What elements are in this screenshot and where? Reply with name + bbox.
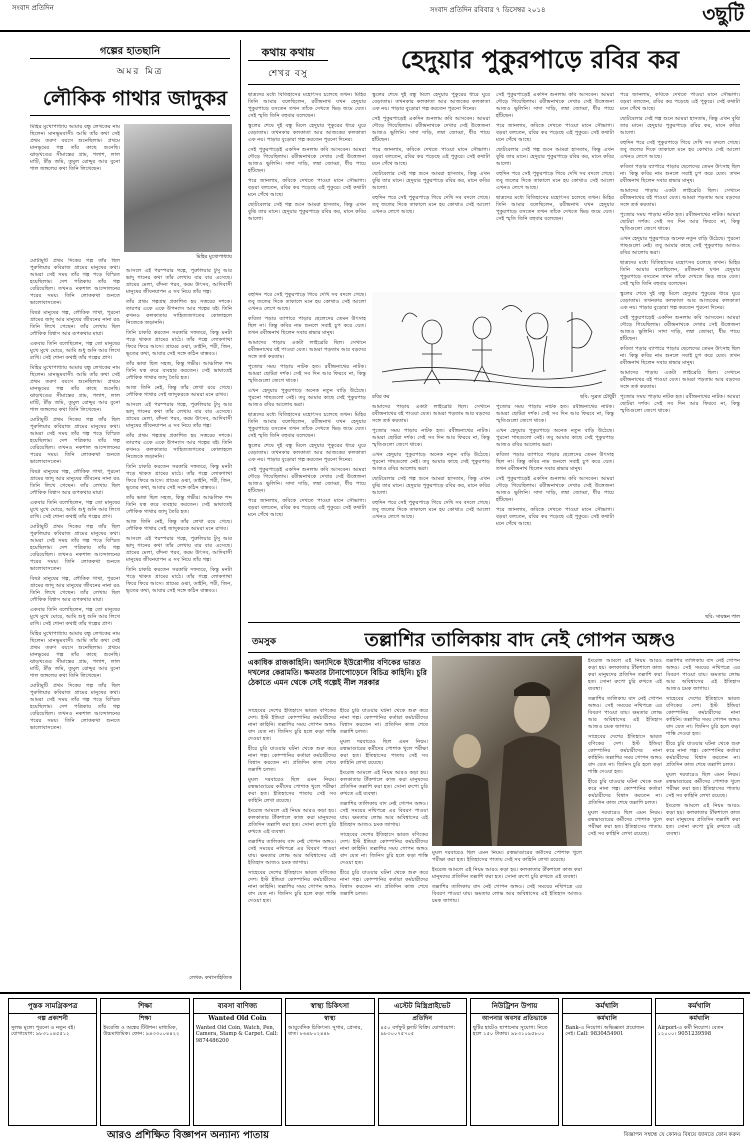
photo-caption: মিহির মুখোপাধ্যায় [196,254,232,260]
right-paragraph: সেই পুকুরপাড়েই একদিন শুনলাম কবি আসবেন। আমরা দৌড়ে গিয়েছিলাম। রবীন্দ্রনাথকে দেখার সেই উত্তেজনা আজও ভুলিনি। সাদা দাড়ি, লম্বা জোব্বা, ধীর পায়ে হাঁটছেন। [620,315,740,342]
left-paragraph: মোটামুটি প্রথম দিকের গল্প তাঁর ছিল পুরুলিয়ার কবিরাজ গ্রামের মানুষের কথা। আমরা সেই সময় তাঁর গল্প পড়ে বিস্মিত হয়েছিলাম। দেশ পত্রিকায় তাঁর গল্প বেরিয়েছিল। তখনও নকশাল আন্দোলনের পরের সময়। তিনি লোককথা শুনতে ভালোবাসতেন। [30,417,120,465]
bottom-paragraph: তল্লাশির তালিকায় বাদ নেই গোপন অঙ্গও। সেই সময়ের নথিপত্রে এর বিবরণ পাওয়া যায়। ক্ষমতার লোভ আর অবিশ্বাসের এই ইতিহাস আজও চমক জাগায়। [666,658,740,692]
left-paragraph: বিষণ্ণ মানুষের গল্প, লৌকিক গাথা, পুরনো গ্রামের জাদু আর মানুষের জীবনের নানা রঙ তিনি লিখে গেছেন। তাঁর লেখায় ছিল লৌকিক বিশ্বাস আর রূপকথার মায়া। [30,469,120,496]
classified-heading: পুস্তক সামগ্রিকপত্র [9,999,96,1014]
classified-ad [286,1014,373,1040]
left-paragraph: তিনি চাকরি করতেন সরকারি দফতরে, কিন্তু মনটা পড়ে থাকত গ্রামের মাঠে। তাঁর গল্পে লোকগাথা ফিরে ফিরে আসে। গ্রামের ওঝা, ডাইনি, পরী, জিন, ভূতের কথা, আবার সেই সঙ্গে কঠিন বাস্তবও। [126,464,232,491]
right-paragraph: ছোটবেলার সেই গল্প শুনে আমরা হাসতাম, কিন্তু এখন বুঝি তার মানে। হেদুয়ার পুকুরপাড়ে রবির কর, মানে কবির আলো। [248,202,366,222]
header-rule [0,30,750,32]
left-paragraph: আসলে এই পরম্পরার গল্পে, পুরুলিয়ার টুসু আর ভাদু গানের কথা তাঁর লেখায় বার বার এসেছে। গ্রামের মেলা, বাঁদনা পরব, করম উৎসব, আদিবাসী মানুষের জীবনযাপন এ সব নিয়ে তাঁর গল্প। [126,268,232,295]
left-paragraph: আজ তিনি নেই, কিন্তু তাঁর লেখা রয়ে গেছে। লৌকিক গাথার সেই জাদুকরকে আমরা মনে রাখব। [126,519,232,532]
classified-heading: ব্যবসা বাণিজ্য [194,999,281,1014]
classified-ad-text: আয়ুর্বেদিক চিকিৎসা। সুগার, প্রেসার, বাত। ৮৬৪৮০২৪৪৮ [288,1024,363,1038]
classified-ad-title: স্বাস্থ্য [324,1015,336,1022]
right-paragraph: আমাদের পাড়ায় একটা লাইব্রেরি ছিল। সেখানে রবীন্দ্রনাথের বই পাওয়া যেত। আমরা পড়তাম আর বড়দের সঙ্গে তর্ক করতাম। [620,370,740,390]
classified-ad [379,1014,466,1040]
right-signoff: ছবি: সায়ন্তন পাল [705,614,740,620]
classified-ad-title: প্রতিদিন [412,1015,433,1022]
right-paragraph: ছাত্রদের মধ্যে বিতিহাসের মহোৎসব চলেছে তখন। মিহির তিনি আমার বলেছিলেন, রবীন্দ্রনাথ যখন হেদুয়ার পুকুরপাড়ে বসতেন তখন তাঁকে দেখতে ভিড় জমে যেত। সেই স্মৃতি তিনি বহুবার বলেছেন। [248,412,366,439]
classified-ad-text: Wanted Old Coin, Watch, Pen, Camera, Stamp & Carpet. Call: 9874486200 [195,1024,279,1044]
sketch-drawing [372,292,616,392]
bottom-paragraph: ইংরেজ আমলে এই নিয়ম আরও কড়া হয়। কলকাতার টাঁকশালে কাজ করা মানুষদের প্রতিদিন তল্লাশি করা হত। সোনা রুপো চুরি রুখতে এই ব্যবস্থা। [666,803,740,837]
right-paragraph: ছোটবেলার সেই গল্প শুনে আমরা হাসতাম, কিন্তু এখন বুঝি তার মানে। হেদুয়ার পুকুরপাড়ে রবির কর, মানে কবির আলো। [496,147,614,167]
page-label: ৩ছুটি [702,2,744,26]
classified-column [193,998,282,1126]
left-byline: লেখক: কথাসাহিত্যিক [189,975,232,981]
right-paragraph: সেই পুকুরপাড়েই একদিন শুনলাম কবি আসবেন। আমরা দৌড়ে গিয়েছিলাম। রবীন্দ্রনাথকে দেখার সেই উত্তেজনা আজও ভুলিনি। সাদা দাড়ি, লম্বা জোব্বা, ধীর পায়ে হাঁটছেন। [248,467,366,494]
left-paragraph: একবার তিনি বলেছিলেন, গল্প তো মানুষের মুখে মুখে ঘোরে, আমি শুধু শুনি আর লিখে রাখি। সেই শোনা কথাই তাঁর গল্পের প্রাণ। [30,500,120,520]
bottom-lead [248,658,428,704]
right-paragraph: স্কুলের শেষে দুই বন্ধু মিলে হেদুয়ার পুকুরের ধারে ঘুরে বেড়াতাম। তখনকার কলকাতা আর আজকের কলকাতা এক নয়। পাড়ার বুড়োরা গল্প করতেন পুরনো দিনের। [372,92,490,112]
classified-heading: শিক্ষা [101,999,188,1014]
classifieds-footer: আরও প্রশিক্ষিত বিজ্ঞাপন অন্যান্য পাতায় [106,1130,270,1141]
left-paragraph: মোটামুটি প্রথম দিকের গল্প তাঁর ছিল পুরুলিয়ার কবিরাজ গ্রামের মানুষের কথা। আমরা সেই সময় তাঁর গল্প পড়ে বিস্মিত হয়েছিলাম। দেশ পত্রিকায় তাঁর গল্প বেরিয়েছিল। তখনও নকশাল আন্দোলনের পরের সময়। তিনি লোককথা শুনতে ভালোবাসতেন। [30,258,120,306]
right-paragraph: এখন হেদুয়ার পুকুরপাড়ে অনেক নতুন বাড়ি উঠেছে। পুরনো গাছগুলো নেই। তবু আমার কাছে সেই পুকুরপাড় আজও রবির আলোয় ভরা। [620,236,740,256]
bottom-paragraph: সাহেবের দেশের ইতিহাসে ভারত বণিকের দেশ। ইস্ট ইন্ডিয়া কোম্পানির কর্মচারীদের নানা কাহিনি। তল্লাশির সময় গোপন অঙ্গও বাদ যেত না। জিনিস চুরি হলে কড়া শাস্তি দেওয়া হত। [248,708,336,742]
right-paragraph: সেই পুকুরপাড়েই একদিন শুনলাম কবি আসবেন। আমরা দৌড়ে গিয়েছিলাম। রবীন্দ্রনাথকে দেখার সেই উত্তেজনা আজও ভুলিনি। সাদা দাড়ি, লম্বা জোব্বা, ধীর পায়ে হাঁটছেন। [372,116,490,143]
right-lower-col2 [372,404,490,612]
sketch-credit: ছবি: সুব্রত চৌধুরী [580,394,616,400]
left-paragraph: মোটামুটি প্রথম দিকের গল্প তাঁর ছিল পুরুলিয়ার কবিরাজ গ্রামের মানুষের কথা। আমরা সেই সময় তাঁর গল্প পড়ে বিস্মিত হয়েছিলাম। দেশ পত্রিকায় তাঁর গল্প বেরিয়েছিল। তখনও নকশাল আন্দোলনের পরের সময়। তিনি লোককথা শুনতে ভালোবাসতেন। [30,683,120,731]
left-paragraph: তাঁর ভাষা ছিল সহজ, কিন্তু গভীর। আঞ্চলিক শব্দ তিনি যত্ন করে ব্যবহার করতেন। সেই ভাষাতেই লৌকিক গাথার জাদু তৈরি হত। [126,361,232,381]
classified-column [285,998,374,1126]
left-paragraph: তাঁর প্রথম গল্পগ্রন্থ প্রকাশিত হয় সত্তরের দশকে। তারপর একে একে উপন্যাস আর গল্পের বই। তিনি কখনও কলকাতার সাহিত্যজগতের কোলাহলে নিজেকে জড়াননি। [126,299,232,326]
right-paragraph: ছাত্রদের মধ্যে বিতিহাসের মহোৎসব চলেছে তখন। মিহির তিনি আমার বলেছিলেন, রবীন্দ্রনাথ যখন হেদুয়ার পুকুরপাড়ে বসতেন তখন তাঁকে দেখতে ভিড় জমে যেত। সেই স্মৃতি তিনি বহুবার বলেছেন। [620,260,740,287]
right-paragraph: এখন হেদুয়ার পুকুরপাড়ে অনেক নতুন বাড়ি উঠেছে। পুরনো গাছগুলো নেই। তবু আমার কাছে সেই পুকুরপাড় আজও রবির আলোয় ভরা। [372,452,490,472]
classified-ad-title: কর্মখালি [689,1015,710,1022]
right-paragraph: স্কুলের শেষে দুই বন্ধু মিলে হেদুয়ার পুকুরের ধারে ঘুরে বেড়াতাম। তখনকার কলকাতা আর আজকের কলকাতা এক নয়। পাড়ার বুড়োরা গল্প করতেন পুরনো দিনের। [248,443,366,463]
classifieds-rule [0,992,750,994]
right-paragraph: কবিতা পড়ার ব্যাপারে পাড়ার ছেলেদের তেমন উৎসাহ ছিল না। কিন্তু কবির নাম শুনলে সবাই চুপ করে যেত। তখন রবীন্দ্রনাথ ছিলেন সবার শ্রদ্ধার মানুষ। [620,164,740,184]
classified-ad [656,1014,743,1040]
right-paragraph: পরে জানলাম, কবিকে দেখতে পাওয়া মানে সৌভাগ্য। বড়রা বলতেন, রবির কর পড়েছে এই পুকুরে। সেই কথাটা মনে গেঁথে আছে। [496,507,614,527]
bottom-paragraph: ইংরেজ আমলে এই নিয়ম আরও কড়া হয়। কলকাতার টাঁকশালে কাজ করা মানুষদের প্রতিদিন তল্লাশি করা হত। সোনা রুপো চুরি রুখতে এই ব্যবস্থা। [248,808,336,835]
classified-ad-text: Airport-এ কর্মী নিয়োগ। বেতন ১২০০০। 9051239598 [657,1024,724,1038]
classified-column [562,998,651,1126]
historical-portrait [432,656,582,846]
bottom-paragraph: তল্লাশির তালিকায় বাদ নেই গোপন অঙ্গও। সেই সময়ের নথিপত্রে এর বিবরণ পাওয়া যায়। ক্ষমতার লোভ আর অবিশ্বাসের এই ইতিহাস আজও চমক জাগায়। [432,884,582,904]
classified-heading: এস্টেট মিস্ত্রিপ্রাইভেট [379,999,466,1014]
right-paragraph: বহুদিন পরে সেই পুকুরপাড়ে গিয়ে দেখি সব বদলে গেছে। তবু জলের দিকে তাকালে মনে হয় কোথাও সেই আলো এখনও লেগে আছে। [248,292,366,312]
right-author: শেখর বসু [268,69,308,79]
right-lower-col1 [248,292,366,612]
bottom-paragraph: ইংরেজ আমলে এই নিয়ম আরও কড়া হয়। কলকাতার টাঁকশালে কাজ করা মানুষদের প্রতিদিন তল্লাশি করা হত। সোনা রুপো চুরি রুখতে এই ব্যবস্থা। [588,658,662,692]
classified-heading: নিউট্রিশন উপায় [471,999,558,1014]
left-paragraph: আসলে এই পরম্পরার গল্পে, পুরুলিয়ার টুসু আর ভাদু গানের কথা তাঁর লেখায় বার বার এসেছে। গ্রামের মেলা, বাঁদনা পরব, করম উৎসব, আদিবাসী মানুষের জীবনযাপন এ সব নিয়ে তাঁর গল্প। [126,402,232,429]
left-title: লৌকিক গাথার জাদুকর [42,86,228,110]
bottom-col5 [666,658,740,986]
right-paragraph: ছোটবেলার সেই গল্প শুনে আমরা হাসতাম, কিন্তু এখন বুঝি তার মানে। হেদুয়ার পুকুরপাড়ে রবির কর, মানে কবির আলো। [620,116,740,136]
classified-ad [471,1014,558,1040]
classified-column [378,998,467,1126]
bottom-title-rule [248,652,740,653]
bottom-section-rule [248,622,740,623]
right-paragraph: পরে জানলাম, কবিকে দেখতে পাওয়া মানে সৌভাগ্য। বড়রা বলতেন, রবির কর পড়েছে এই পুকুরে। সেই কথাটা মনে গেঁথে আছে। [248,498,366,518]
right-paragraph: বহুদিন পরে সেই পুকুরপাড়ে গিয়ে দেখি সব বদলে গেছে। তবু জলের দিকে তাকালে মনে হয় কোথাও সেই আলো এখনও লেগে আছে। [372,195,490,215]
right-kicker: কথায় কথায় [261,46,315,59]
right-paragraph: ছোটবেলার সেই গল্প শুনে আমরা হাসতাম, কিন্তু এখন বুঝি তার মানে। হেদুয়ার পুকুরপাড়ে রবির কর, মানে কবির আলো। [372,476,490,496]
classified-ad-title: কর্মখালি [596,1015,617,1022]
right-paragraph: ছাত্রদের মধ্যে বিতিহাসের মহোৎসব চলেছে তখন। মিহির তিনি আমার বলেছিলেন, রবীন্দ্রনাথ যখন হেদুয়ার পুকুরপাড়ে বসতেন তখন তাঁকে দেখতে ভিড় জমে যেত। সেই স্মৃতি তিনি বহুবার বলেছেন। [496,195,614,222]
left-paragraph: মোটামুটি প্রথম দিকের গল্প তাঁর ছিল পুরুলিয়ার কবিরাজ গ্রামের মানুষের কথা। আমরা সেই সময় তাঁর গল্প পড়ে বিস্মিত হয়েছিলাম। দেশ পত্রিকায় তাঁর গল্প বেরিয়েছিল। তখনও নকশাল আন্দোলনের পরের সময়। তিনি লোককথা শুনতে ভালোবাসতেন। [30,524,120,572]
right-paragraph: সেই পুকুরপাড়েই একদিন শুনলাম কবি আসবেন। আমরা দৌড়ে গিয়েছিলাম। রবীন্দ্রনাথকে দেখার সেই উত্তেজনা আজও ভুলিনি। সাদা দাড়ি, লম্বা জোব্বা, ধীর পায়ে হাঁটছেন। [496,92,614,119]
classifieds-footer-right: বিজ্ঞাপন সম্বন্ধে যে কোনও বিষয়ে জানতে ফোন করুন [623,1132,740,1138]
classifieds-section [8,998,744,1126]
right-paragraph: কবিতা পড়ার ব্যাপারে পাড়ার ছেলেদের তেমন উৎসাহ ছিল না। কিন্তু কবির নাম শুনলে সবাই চুপ করে যেত। তখন রবীন্দ্রনাথ ছিলেন সবার শ্রদ্ধার মানুষ। [248,316,366,336]
classified-ad-title: আপনার অবসর প্রতিভাকে [481,1015,548,1022]
bottom-paragraph: মুঘল দরবারেও ছিল এমন নিয়ম। রত্নভাণ্ডারের কর্মীদের পোশাক খুলে পরীক্ষা করা হত। ইতিহাসের পাতায় সেই সব কাহিনি লেখা রয়েছে। [588,810,662,837]
right-paragraph: পুজোর সময় পাড়ায় নাটক হত। রবীন্দ্রনাথের নাটক। আমরা ছোটরা দর্শক। সেই সব দিন আর ফিরবে না, কিন্তু স্মৃতিগুলো জেগে থাকে। [620,394,740,414]
left-body-col1 [30,258,120,983]
bottom-col1 [248,708,336,986]
classified-ad-title: শিক্ষা [138,1015,152,1022]
right-paragraph: কবিতা পড়ার ব্যাপারে পাড়ার ছেলেদের তেমন উৎসাহ ছিল না। কিন্তু কবির নাম শুনলে সবাই চুপ করে যেত। তখন রবীন্দ্রনাথ ছিলেন সবার শ্রদ্ধার মানুষ। [620,346,740,366]
left-paragraph: তিনি চাকরি করতেন সরকারি দফতরে, কিন্তু মনটা পড়ে থাকত গ্রামের মাঠে। তাঁর গল্পে লোকগাথা ফিরে ফিরে আসে। গ্রামের ওঝা, ডাইনি, পরী, জিন, ভূতের কথা, আবার সেই সঙ্গে কঠিন বাস্তবও। [126,567,232,594]
right-paragraph: পরে জানলাম, কবিকে দেখতে পাওয়া মানে সৌভাগ্য। বড়রা বলতেন, রবির কর পড়েছে এই পুকুরে। সেই কথাটা মনে গেঁথে আছে। [496,123,614,143]
left-body-intro [30,124,120,224]
right-lower-col3 [496,404,614,612]
right-paragraph: আমাদের পাড়ায় একটা লাইব্রেরি ছিল। সেখানে রবীন্দ্রনাথের বই পাওয়া যেত। আমরা পড়তাম আর বড়দের সঙ্গে তর্ক করতাম। [372,404,490,424]
classified-ad-text: Bank-এ নিয়োগ। অভিজ্ঞতা প্রয়োজন নেই। Call: 9830454901 [565,1024,645,1038]
right-paragraph: পুজোর সময় পাড়ায় নাটক হত। রবীন্দ্রনাথের নাটক। আমরা ছোটরা দর্শক। সেই সব দিন আর ফিরবে না, কিন্তু স্মৃতিগুলো জেগে থাকে। [372,428,490,448]
brand-label: সংবাদ প্রতিদিন [12,4,54,12]
bottom-paragraph: ইংরেজ আমলে এই নিয়ম আরও কড়া হয়। কলকাতার টাঁকশালে কাজ করা মানুষদের প্রতিদিন তল্লাশি করা হত। সোনা রুপো চুরি রুখতে এই ব্যবস্থা। [340,770,428,797]
right-paragraph: স্কুলের শেষে দুই বন্ধু মিলে হেদুয়ার পুকুরের ধারে ঘুরে বেড়াতাম। তখনকার কলকাতা আর আজকের কলকাতা এক নয়। পাড়ার বুড়োরা গল্প করতেন পুরনো দিনের। [248,123,366,143]
right-paragraph: কবিতা পড়ার ব্যাপারে পাড়ার ছেলেদের তেমন উৎসাহ ছিল না। কিন্তু কবির নাম শুনলে সবাই চুপ করে যেত। তখন রবীন্দ্রনাথ ছিলেন সবার শ্রদ্ধার মানুষ। [496,452,614,472]
classified-column [470,998,559,1126]
left-author: অমর মিত্র [116,67,164,77]
right-paragraph: বহুদিন পরে সেই পুকুরপাড়ে গিয়ে দেখি সব বদলে গেছে। তবু জলের দিকে তাকালে মনে হয় কোথাও সেই আলো এখনও লেগে আছে। [620,140,740,160]
right-title-rule [248,84,740,85]
author-photo [124,124,232,252]
classified-ad [101,1014,188,1040]
left-paragraph: আসলে এই পরম্পরার গল্পে, পুরুলিয়ার টুসু আর ভাদু গানের কথা তাঁর লেখায় বার বার এসেছে। গ্রামের মেলা, বাঁদনা পরব, করম উৎসব, আদিবাসী মানুষের জীবনযাপন এ সব নিয়ে তাঁর গল্প। [126,536,232,563]
bottom-paragraph: সাহেবের দেশের ইতিহাসে ভারত বণিকের দেশ। ইস্ট ইন্ডিয়া কোম্পানির কর্মচারীদের নানা কাহিনি। তল্লাশির সময় গোপন অঙ্গও বাদ যেত না। জিনিস চুরি হলে কড়া শাস্তি দেওয়া হত। [340,832,428,866]
right-paragraph: ছাত্রদের মধ্যে বিতিহাসের মহোৎসব চলেছে তখন। মিহির তিনি আমার বলেছিলেন, রবীন্দ্রনাথ যখন হেদুয়ার পুকুরপাড়ে বসতেন তখন তাঁকে দেখতে ভিড় জমে যেত। সেই স্মৃতি তিনি বহুবার বলেছেন। [248,92,366,119]
right-paragraph: পুজোর সময় পাড়ায় নাটক হত। রবীন্দ্রনাথের নাটক। আমরা ছোটরা দর্শক। সেই সব দিন আর ফিরবে না, কিন্তু স্মৃতিগুলো জেগে থাকে। [620,212,740,232]
classified-ad-text: ছুটির হাটেও ছাপানোর সুযোগ। নিতে হলে ১৫০ টাকায়। ৯৮৩১০৯৫৮০০ [472,1024,548,1038]
bottom-paragraph: ইংরেজ আমলে এই নিয়ম আরও কড়া হয়। কলকাতার টাঁকশালে কাজ করা মানুষদের প্রতিদিন তল্লাশি করা হত। সোনা রুপো চুরি রুখতে এই ব্যবস্থা। [432,867,582,880]
classified-ad [563,1014,650,1040]
bottom-paragraph: মুঘল দরবারেও ছিল এমন নিয়ম। রত্নভাণ্ডারের কর্মীদের পোশাক খুলে পরীক্ষা করা হত। ইতিহাসের পাতায় সেই সব কাহিনি লেখা রয়েছে। [666,772,740,799]
bottom-paragraph: হীরে চুরি যাওয়ার ঘটনা থেকে শুরু করে নানা গল্প। কোম্পানির কর্তারা কর্মচারীদের বিশ্বাস করতেন না। প্রতিদিন কাজ শেষে তল্লাশি চলত। [340,708,428,735]
right-paragraph: আমাদের পাড়ায় একটা লাইব্রেরি ছিল। সেখানে রবীন্দ্রনাথের বই পাওয়া যেত। আমরা পড়তাম আর বড়দের সঙ্গে তর্ক করতাম। [620,188,740,208]
bottom-title: তল্লাশির তালিকায় বাদ নেই গোপন অঙ্গও [364,629,676,651]
bottom-paragraph: সাহেবের দেশের ইতিহাসে ভারত বণিকের দেশ। ইস্ট ইন্ডিয়া কোম্পানির কর্মচারীদের নানা কাহিনি। তল্লাশির সময় গোপন অঙ্গও বাদ যেত না। জিনিস চুরি হলে কড়া শাস্তি দেওয়া হত। [588,734,662,775]
left-paragraph: তাঁর ভাষা ছিল সহজ, কিন্তু গভীর। আঞ্চলিক শব্দ তিনি যত্ন করে ব্যবহার করতেন। সেই ভাষাতেই লৌকিক গাথার জাদু তৈরি হত। [126,495,232,515]
left-paragraph: তাঁর প্রথম গল্পগ্রন্থ প্রকাশিত হয় সত্তরের দশকে। তারপর একে একে উপন্যাস আর গল্পের বই। তিনি কখনও কলকাতার সাহিত্যজগতের কোলাহলে নিজেকে জড়াননি। [126,433,232,460]
right-col4 [620,92,740,612]
bottom-paragraph: মুঘল দরবারেও ছিল এমন নিয়ম। রত্নভাণ্ডারের কর্মীদের পোশাক খুলে পরীক্ষা করা হত। ইতিহাসের পাতায় সেই সব কাহিনি লেখা রয়েছে। [340,739,428,766]
left-paragraph: মিহির মুখোপাধ্যায় আমার বন্ধু লেখকের নাম ছিলেন। মানভূমবাসী। আমি তাঁর কথা সেই প্রথম তরুণ বয়সে শুনেছিলাম। প্রথমে মানভূমের গল্প তাঁর কাছে শুনেছি। ঝাড়খণ্ডের সীমান্তের গ্রাম, পলাশ, লাল মাটি, টাঁড় জমি, তুমুল রোদ্দুর আর বুনো শাল জঙ্গলের কথা তিনি লিখেছেন। [30,124,120,172]
right-paragraph: স্কুলের শেষে দুই বন্ধু মিলে হেদুয়ার পুকুরের ধারে ঘুরে বেড়াতাম। তখনকার কলকাতা আর আজকের কলকাতা এক নয়। পাড়ার বুড়োরা গল্প করতেন পুরনো দিনের। [620,291,740,311]
right-paragraph: এখন হেদুয়ার পুকুরপাড়ে অনেক নতুন বাড়ি উঠেছে। পুরনো গাছগুলো নেই। তবু আমার কাছে সেই পুকুরপাড় আজও রবির আলোয় ভরা। [248,388,366,408]
bottom-paragraph: হীরে চুরি যাওয়ার ঘটনা থেকে শুরু করে নানা গল্প। কোম্পানির কর্তারা কর্মচারীদের বিশ্বাস করতেন না। প্রতিদিন কাজ শেষে তল্লাশি চলত। [248,746,336,773]
classified-ad [9,1014,96,1040]
left-paragraph: একবার তিনি বলেছিলেন, গল্প তো মানুষের মুখে মুখে ঘোরে, আমি শুধু শুনি আর লিখে রাখি। সেই শোনা কথাই তাঁর গল্পের প্রাণ। [30,341,120,361]
classified-heading: কর্মখালি [656,999,743,1014]
right-paragraph: পরে জানলাম, কবিকে দেখতে পাওয়া মানে সৌভাগ্য। বড়রা বলতেন, রবির কর পড়েছে এই পুকুরে। সেই কথাটা মনে গেঁথে আছে। [248,178,366,198]
bottom-col4 [588,658,662,986]
left-title-rule [30,115,230,116]
classified-column [8,998,97,1126]
classified-ad-title: গল্প প্রকাশনী [37,1015,68,1022]
left-paragraph: তিনি চাকরি করতেন সরকারি দফতরে, কিন্তু মনটা পড়ে থাকত গ্রামের মাঠে। তাঁর গল্পে লোকগাথা ফিরে ফিরে আসে। গ্রামের ওঝা, ডাইনি, পরী, জিন, ভূতের কথা, আবার সেই সঙ্গে কঠিন বাস্তবও। [126,330,232,357]
left-paragraph: আজ তিনি নেই, কিন্তু তাঁর লেখা রয়ে গেছে। লৌকিক গাথার সেই জাদুকরকে আমরা মনে রাখব। [126,385,232,398]
left-paragraph: একবার তিনি বলেছিলেন, গল্প তো মানুষের মুখে মুখে ঘোরে, আমি শুধু শুনি আর লিখে রাখি। সেই শোনা কথাই তাঁর গল্পের প্রাণ। [30,607,120,627]
left-body-col2 [126,268,232,983]
page-header [0,0,750,34]
left-paragraph: বিষণ্ণ মানুষের গল্প, লৌকিক গাথা, পুরনো গ্রামের জাদু আর মানুষের জীবনের নানা রঙ তিনি লিখে গেছেন। তাঁর লেখায় ছিল লৌকিক বিশ্বাস আর রূপকথার মায়া। [30,576,120,603]
classified-ad-text: ইংরেজি ও অঙ্কের টিউশন। মাধ্যমিক, উচ্চমাধ্যমিক। ফোন: ৯৪৩৩০০৪৪২২ [103,1024,180,1038]
bottom-paragraph: হীরে চুরি যাওয়ার ঘটনা থেকে শুরু করে নানা গল্প। কোম্পানির কর্তারা কর্মচারীদের বিশ্বাস করতেন না। প্রতিদিন কাজ শেষে তল্লাশি চলত। [666,741,740,768]
right-paragraph: আমাদের পাড়ায় একটা লাইব্রেরি ছিল। সেখানে রবীন্দ্রনাথের বই পাওয়া যেত। আমরা পড়তাম আর বড়দের সঙ্গে তর্ক করতাম। [248,340,366,360]
right-kicker-rule [248,60,328,61]
classified-ad-text: ৪৫০ বর্গফুট ফ্ল্যাট বিক্রি। যোগাযোগ: ৯৮৩০০৭৫৭০৫ [380,1024,456,1038]
classified-heading: স্বাস্থ্য চিকিৎসা [286,999,373,1014]
bottom-paragraph: মুঘল দরবারেও ছিল এমন নিয়ম। রত্নভাণ্ডারের কর্মীদের পোশাক খুলে পরীক্ষা করা হত। ইতিহাসের পাতায় সেই সব কাহিনি লেখা রয়েছে। [432,850,582,863]
left-kicker-rule [30,58,230,59]
left-paragraph: বিষণ্ণ মানুষের গল্প, লৌকিক গাথা, পুরনো গ্রামের জাদু আর মানুষের জীবনের নানা রঙ তিনি লিখে গেছেন। তাঁর লেখায় ছিল লৌকিক বিশ্বাস আর রূপকথার মায়া। [30,310,120,337]
bottom-col3 [432,850,582,986]
portrait-figures [432,656,582,846]
classified-column [100,998,189,1126]
bottom-lead-name: নীল সরকার [343,678,380,687]
right-paragraph: পরে জানলাম, কবিকে দেখতে পাওয়া মানে সৌভাগ্য। বড়রা বলতেন, রবির কর পড়েছে এই পুকুরে। সেই কথাটা মনে গেঁথে আছে। [620,92,740,112]
column-divider [240,40,241,990]
right-col2 [372,92,490,288]
classified-column [655,998,744,1126]
right-title: হেদুয়ার পুকুরপাড়ে রবির কর [400,45,680,74]
bottom-lead-text: একাধিক রাজকাহিনি। অন্যদিকে ইউরোপীয় বণিকের ভারত দখলের কেরামতি। ক্ষমতার টানাপোড়েনে বিচিত্র কাহিনি। চুরি ঠেকাতে এমন থেকে সেই গল্পেই [248,658,427,687]
right-paragraph: পুজোর সময় পাড়ায় নাটক হত। রবীন্দ্রনাথের নাটক। আমরা ছোটরা দর্শক। সেই সব দিন আর ফিরবে না, কিন্তু স্মৃতিগুলো জেগে থাকে। [496,404,614,424]
bottom-paragraph: হীরে চুরি যাওয়ার ঘটনা থেকে শুরু করে নানা গল্প। কোম্পানির কর্তারা কর্মচারীদের বিশ্বাস করতেন না। প্রতিদিন কাজ শেষে তল্লাশি চলত। [340,870,428,897]
right-paragraph: পুজোর সময় পাড়ায় নাটক হত। রবীন্দ্রনাথের নাটক। আমরা ছোটরা দর্শক। সেই সব দিন আর ফিরবে না, কিন্তু স্মৃতিগুলো জেগে থাকে। [248,364,366,384]
right-col3 [496,92,614,288]
right-paragraph: ছোটবেলার সেই গল্প শুনে আমরা হাসতাম, কিন্তু এখন বুঝি তার মানে। হেদুয়ার পুকুরপাড়ে রবির কর, মানে কবির আলো। [372,171,490,191]
right-paragraph: বহুদিন পরে সেই পুকুরপাড়ে গিয়ে দেখি সব বদলে গেছে। তবু জলের দিকে তাকালে মনে হয় কোথাও সেই আলো এখনও লেগে আছে। [496,171,614,191]
bottom-col2 [340,708,428,986]
classified-ad-text: সুলভ মূল্যে পুরনো ও নতুন বই। যোগাযোগ: ৯৮৩১০৪৫৫১২ [11,1024,76,1038]
bottom-paragraph: তল্লাশির তালিকায় বাদ নেই গোপন অঙ্গও। সেই সময়ের নথিপত্রে এর বিবরণ পাওয়া যায়। ক্ষমতার লোভ আর অবিশ্বাসের এই ইতিহাস আজও চমক জাগায়। [340,801,428,828]
bottom-paragraph: হীরে চুরি যাওয়ার ঘটনা থেকে শুরু করে নানা গল্প। কোম্পানির কর্তারা কর্মচারীদের বিশ্বাস করতেন না। প্রতিদিন কাজ শেষে তল্লাশি চলত। [588,779,662,806]
left-kicker: গল্পের হাতছানি [99,46,161,57]
right-paragraph: এখন হেদুয়ার পুকুরপাড়ে অনেক নতুন বাড়ি উঠেছে। পুরনো গাছগুলো নেই। তবু আমার কাছে সেই পুকুরপাড় আজও রবির আলোয় ভরা। [496,428,614,448]
right-col1 [248,92,366,288]
sketch-illustration [372,292,616,392]
right-paragraph: সেই পুকুরপাড়েই একদিন শুনলাম কবি আসবেন। আমরা দৌড়ে গিয়েছিলাম। রবীন্দ্রনাথকে দেখার সেই উত্তেজনা আজও ভুলিনি। সাদা দাড়ি, লম্বা জোব্বা, ধীর পায়ে হাঁটছেন। [248,147,366,174]
left-paragraph: মিহির মুখোপাধ্যায় আমার বন্ধু লেখকের নাম ছিলেন। মানভূমবাসী। আমি তাঁর কথা সেই প্রথম তরুণ বয়সে শুনেছিলাম। প্রথমে মানভূমের গল্প তাঁর কাছে শুনেছি। ঝাড়খণ্ডের সীমান্তের গ্রাম, পলাশ, লাল মাটি, টাঁড় জমি, তুমুল রোদ্দুর আর বুনো শাল জঙ্গলের কথা তিনি লিখেছেন। [30,365,120,413]
right-paragraph: বহুদিন পরে সেই পুকুরপাড়ে গিয়ে দেখি সব বদলে গেছে। তবু জলের দিকে তাকালে মনে হয় কোথাও সেই আলো এখনও লেগে আছে। [372,500,490,520]
classified-ad [194,1014,281,1046]
bottom-paragraph: তল্লাশির তালিকায় বাদ নেই গোপন অঙ্গও। সেই সময়ের নথিপত্রে এর বিবরণ পাওয়া যায়। ক্ষমতার লোভ আর অবিশ্বাসের এই ইতিহাস আজও চমক জাগায়। [588,696,662,730]
left-paragraph: মিহির মুখোপাধ্যায় আমার বন্ধু লেখকের নাম ছিলেন। মানভূমবাসী। আমি তাঁর কথা সেই প্রথম তরুণ বয়সে শুনেছিলাম। প্রথমে মানভূমের গল্প তাঁর কাছে শুনেছি। ঝাড়খণ্ডের সীমান্তের গ্রাম, পলাশ, লাল মাটি, টাঁড় জমি, তুমুল রোদ্দুর আর বুনো শাল জঙ্গলের কথা তিনি লিখেছেন। [30,631,120,679]
sketch-caption: রবির কর [372,394,390,400]
classified-ad-title: Wanted Old Coin [208,1015,267,1022]
right-paragraph: পরে জানলাম, কবিকে দেখতে পাওয়া মানে সৌভাগ্য। বড়রা বলতেন, রবির কর পড়েছে এই পুকুরে। সেই কথাটা মনে গেঁথে আছে। [372,147,490,167]
bottom-paragraph: সাহেবের দেশের ইতিহাসে ভারত বণিকের দেশ। ইস্ট ইন্ডিয়া কোম্পানির কর্মচারীদের নানা কাহিনি। তল্লাশির সময় গোপন অঙ্গও বাদ যেত না। জিনিস চুরি হলে কড়া শাস্তি দেওয়া হত। [666,696,740,737]
right-paragraph: সেই পুকুরপাড়েই একদিন শুনলাম কবি আসবেন। আমরা দৌড়ে গিয়েছিলাম। রবীন্দ্রনাথকে দেখার সেই উত্তেজনা আজও ভুলিনি। সাদা দাড়ি, লম্বা জোব্বা, ধীর পায়ে হাঁটছেন। [496,476,614,503]
date-line: সংবাদ প্রতিদিন রবিবার ৭ ডিসেম্বর ২০১৪ [430,6,546,14]
bottom-paragraph: তল্লাশির তালিকায় বাদ নেই গোপন অঙ্গও। সেই সময়ের নথিপত্রে এর বিবরণ পাওয়া যায়। ক্ষমতার লোভ আর অবিশ্বাসের এই ইতিহাস আজও চমক জাগায়। [248,839,336,866]
bottom-paragraph: সাহেবের দেশের ইতিহাসে ভারত বণিকের দেশ। ইস্ট ইন্ডিয়া কোম্পানির কর্মচারীদের নানা কাহিনি। তল্লাশির সময় গোপন অঙ্গও বাদ যেত না। জিনিস চুরি হলে কড়া শাস্তি দেওয়া হত। [248,870,336,904]
bottom-kicker: তমসুক [252,637,276,647]
bottom-paragraph: মুঘল দরবারেও ছিল এমন নিয়ম। রত্নভাণ্ডারের কর্মীদের পোশাক খুলে পরীক্ষা করা হত। ইতিহাসের পাতায় সেই সব কাহিনি লেখা রয়েছে। [248,777,336,804]
classified-heading: কর্মখালি [563,999,650,1014]
